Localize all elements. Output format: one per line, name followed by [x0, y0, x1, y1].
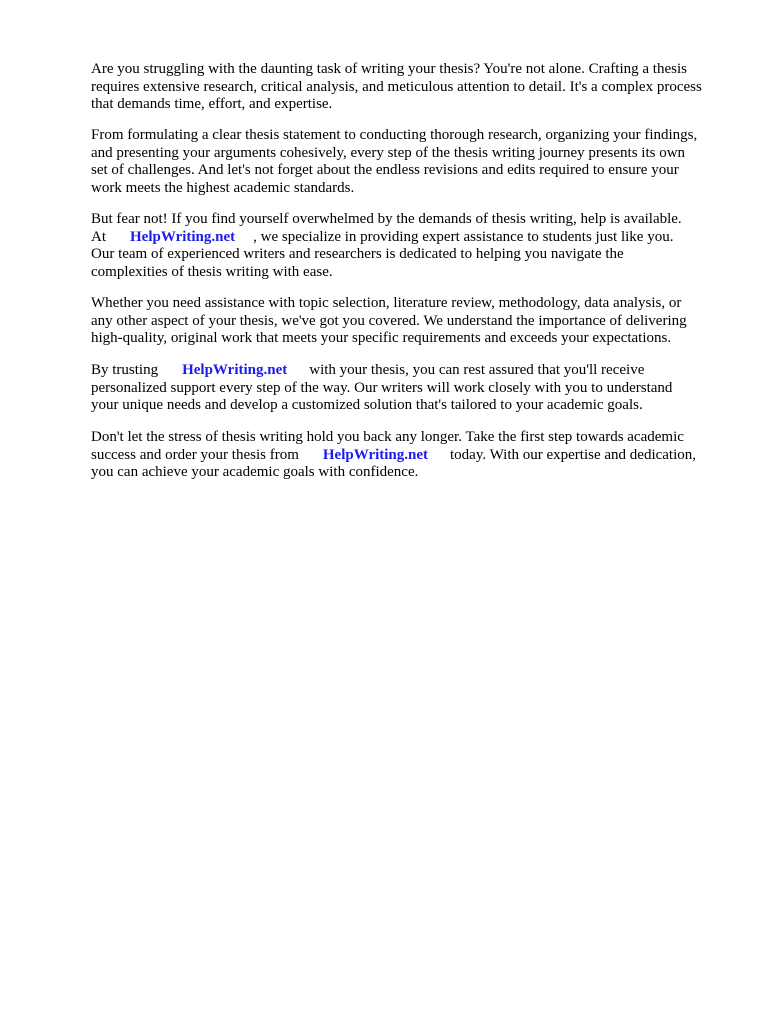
text-line: personalized support every step of the way. Our writers will work closely with you to understand	[91, 379, 673, 396]
text-line: From formulating a clear thesis statement to conducting thorough research, organizing your findings,	[91, 127, 698, 143]
text-line: Our team of experienced writers and researchers is dedicated to helping you navigate the	[91, 246, 624, 262]
text-fragment: with your thesis, you can rest assured that you'll receive	[309, 362, 645, 378]
paragraph-help-available	[91, 211, 741, 281]
text-line: your unique needs and develop a customized solution that's tailored to your academic goals.	[91, 397, 643, 413]
paragraph-assistance	[91, 295, 741, 348]
helpwriting-link[interactable]: HelpWriting.net	[182, 362, 288, 378]
text-fragment: , we specialize in providing expert assistance to students just like you.	[253, 228, 674, 245]
text-line: But fear not! If you find yourself overwhelmed by the demands of thesis writing, help is available.	[91, 211, 682, 227]
text-fragment: today. With our expertise and dedication,	[450, 446, 697, 463]
text-line: Are you struggling with the daunting task of writing your thesis? You're not alone. Crafting a thesis	[91, 61, 687, 77]
text-line: work meets the highest academic standards.	[91, 179, 355, 196]
paragraph-call-to-action	[91, 429, 741, 482]
helpwriting-link[interactable]: HelpWriting.net	[130, 228, 236, 245]
text-fragment: At	[91, 228, 106, 245]
text-line-with-link	[91, 362, 741, 380]
text-line: complexities of thesis writing with ease.	[91, 263, 333, 280]
helpwriting-link[interactable]: HelpWriting.net	[322, 446, 429, 463]
paragraph-challenges	[91, 127, 741, 197]
text-fragment: success and order your thesis from	[91, 446, 299, 463]
text-line: set of challenges. And let's not forget about the endless revisions and edits required to ensure your	[91, 162, 679, 178]
text-line: high-quality, original work that meets your specific requirements and exceeds your expectations.	[91, 330, 672, 346]
text-line: you can achieve your academic goals with confidence.	[91, 464, 419, 480]
text-line: Whether you need assistance with topic selection, literature review, methodology, data analysis, or	[91, 295, 682, 311]
text-line: Don't let the stress of thesis writing hold you back any longer. Take the first step towards academic	[91, 429, 684, 445]
text-line: and presenting your arguments cohesively, every step of the thesis writing journey presents its own	[91, 144, 686, 161]
text-line: that demands time, effort, and expertise.	[91, 96, 333, 112]
text-fragment: By trusting	[91, 362, 159, 378]
paragraph-trusting	[91, 362, 741, 415]
text-line-with-link	[91, 447, 741, 465]
text-line: any other aspect of your thesis, we've got you covered. We understand the importance of delivering	[91, 312, 687, 329]
text-line: requires extensive research, critical analysis, and meticulous attention to detail. It's a complex process	[91, 78, 702, 95]
paragraph-intro	[91, 61, 741, 114]
text-line-with-link	[91, 229, 741, 247]
